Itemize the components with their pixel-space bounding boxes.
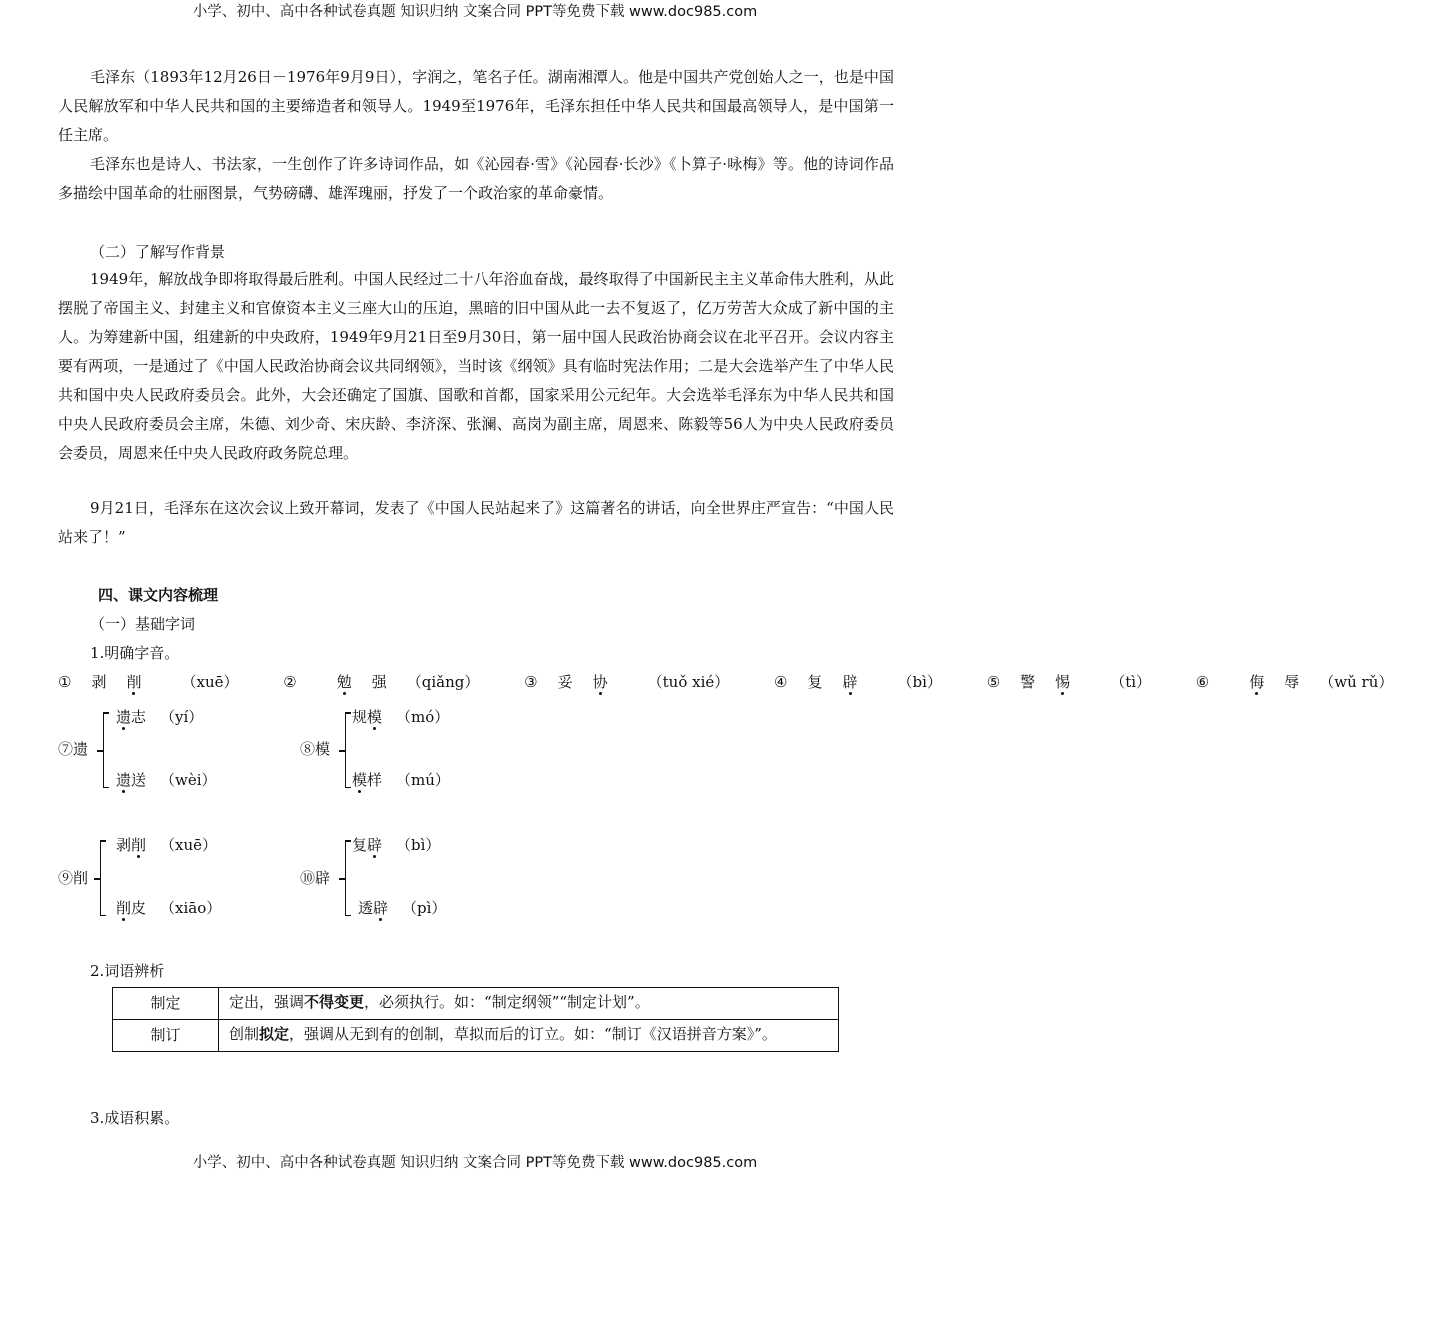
poly-word: 透辟 （pì）	[358, 899, 447, 917]
poly-word: 规模 （mó）	[352, 708, 450, 726]
table-term: 制订	[113, 1020, 219, 1052]
brace	[345, 840, 352, 916]
table-definition: 创制拟定，强调从无到有的创制，草拟而后的订立。如：“制订《汉语拼音方案》”。	[219, 1020, 839, 1052]
poly-word: 削皮 （xiāo）	[116, 899, 222, 917]
background-paragraph: 1949年，解放战争即将取得最后胜利。中国人民经过二十八年浴血奋战，最终取得了中国新民主主义革命伟大胜利，从此摆脱了帝国主义、封建主义和官僚资本主义三座大山的压迫，黑暗的旧中国从此一去不复返了，亿万劳苦大众成了新中国的主人。为筹建新中国，组建新的中央政府，1949年9月21日至9月30日，第一届中国人民政治协商会议在北平召开。会议内容主要有两项，一是通过了《中国人民政治协商会议共同纲领》，当时该《纲领》具有临时宪法作用；二是大会选举产生了中华人民共和国中央人民政府委员会。此外，大会还确定了国旗、国歌和首都，国家采用公元纪年。大会选举毛泽东为中华人民共和国中央人民政府委员会主席，朱德、刘少奇、宋庆龄、李济深、张澜、高岗为副主席，周恩来、陈毅等56人为中央人民政府委员会委员，周恩来任中央人民政府政务院总理。	[58, 270, 894, 462]
speech-paragraph: 9月21日，毛泽东在这次会议上致开幕词，发表了《中国人民站起来了》这篇著名的讲话，向全世界庄严宣告：“中国人民站来了！”	[58, 499, 894, 546]
poly-label: ⑩辟	[300, 869, 331, 887]
table-term: 制定	[113, 988, 219, 1020]
pron-item: ④ 复 辟 （bì）	[774, 673, 942, 691]
pron-item: ⑥ 侮 辱 （wǔ rǔ）	[1195, 673, 1394, 691]
poly-word: 遗志 （yí）	[116, 708, 204, 726]
subsection-heading: （一）基础字词	[90, 615, 196, 633]
page-header: 小学、初中、高中各种试卷真题 知识归纳 文案合同 PPT等免费下载 www.doc985.com	[192, 4, 758, 20]
table-row	[113, 1020, 839, 1052]
pron-item: ① 剥 削 （xuē）	[58, 673, 239, 691]
table-definition: 定出，强调不得变更，必须执行。如：“制定纲领”“制定计划”。	[219, 988, 839, 1020]
word-discrimination-table	[112, 987, 839, 1052]
item-word-discrimination-heading: 2.词语辨析	[90, 962, 165, 980]
page-footer: 小学、初中、高中各种试卷真题 知识归纳 文案合同 PPT等免费下载 www.doc985.com	[192, 1155, 758, 1171]
poly-label: ⑧模	[300, 740, 331, 758]
author-works-paragraph: 毛泽东也是诗人、书法家，一生创作了许多诗词作品，如《沁园春·雪》《沁园春·长沙》《卜算子·咏梅》等。他的诗词作品多描绘中国革命的壮丽图景，气势磅礴、雄浑瑰丽，抒发了一个政治家的革命豪情。	[58, 155, 894, 202]
brace	[345, 712, 352, 788]
pron-item: ③ 妥 协 （tuǒ xié）	[524, 673, 730, 691]
poly-word: 复辟 （bì）	[352, 836, 441, 854]
table-row	[113, 988, 839, 1020]
poly-word: 遗送 （wèi）	[116, 771, 217, 789]
poly-word: 模样 （mú）	[352, 771, 450, 789]
item-idioms-heading: 3.成语积累。	[90, 1109, 180, 1127]
author-intro-paragraph: 毛泽东（1893年12月26日－1976年9月9日），字润之，笔名子任。湖南湘潭人。他是中国共产党创始人之一，也是中国人民解放军和中华人民共和国的主要缔造者和领导人。1949至1976年，毛泽东担任中华人民共和国最高领导人，是中国第一任主席。	[58, 68, 894, 144]
brace	[100, 840, 107, 916]
poly-label: ⑦遗	[58, 740, 89, 758]
item-pronunciation-heading: 1.明确字音。	[90, 644, 180, 662]
poly-label: ⑨削	[58, 869, 89, 887]
pron-item: ⑤ 警 惕 （tì）	[986, 673, 1152, 691]
pronunciation-list	[58, 668, 1433, 697]
background-heading: （二）了解写作背景	[90, 243, 226, 261]
poly-word: 剥削 （xuē）	[116, 836, 218, 854]
section-heading: 四、课文内容梳理	[98, 586, 219, 604]
brace	[103, 712, 110, 788]
pron-item: ② 勉 强 （qiǎng）	[283, 673, 480, 691]
